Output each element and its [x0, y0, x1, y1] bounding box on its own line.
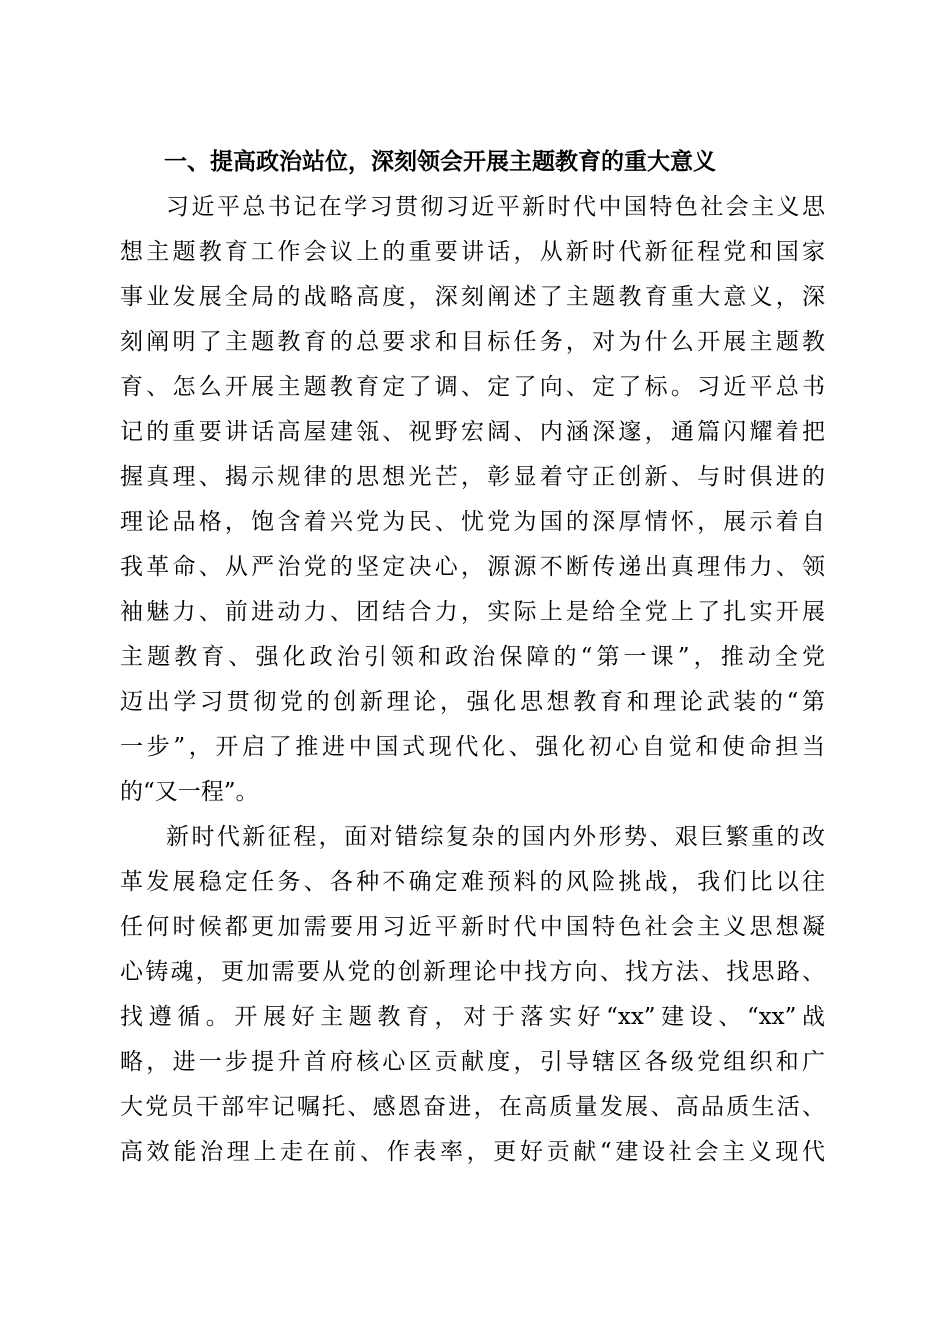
- paragraph-line: 任何时候都更加需要用习近平新时代中国特色社会主义思想凝: [120, 914, 825, 940]
- paragraph-2: [120, 815, 825, 1175]
- paragraph-line: 事业发展全局的战略高度，深刻阐述了主题教育重大意义，深: [120, 284, 825, 310]
- paragraph-line: 握真理、揭示规律的思想光芒，彰显着守正创新、与时俱进的: [120, 464, 825, 490]
- paragraph-line: 高效能治理上走在前、作表率，更好贡献“建设社会主义现代: [120, 1139, 825, 1165]
- paragraph-line: 的“又一程”。: [120, 779, 259, 805]
- paragraph-1: [120, 185, 825, 815]
- paragraph-line: 略，进一步提升首府核心区贡献度，引导辖区各级党组织和广: [120, 1049, 825, 1075]
- paragraph-line: 记的重要讲话高屋建瓴、视野宏阔、内涵深邃，通篇闪耀着把: [120, 419, 825, 445]
- paragraph-line: 大党员干部牢记嘱托、感恩奋进，在高质量发展、高品质生活、: [120, 1094, 825, 1120]
- paragraph-line: 一步”，开启了推进中国式现代化、强化初心自觉和使命担当: [120, 734, 825, 760]
- paragraph-line: 理论品格，饱含着兴党为民、忧党为国的深厚情怀，展示着自: [120, 509, 825, 535]
- paragraph-line: 我革命、从严治党的坚定决心，源源不断传递出真理伟力、领: [120, 554, 825, 580]
- paragraph-line: 主题教育、强化政治引领和政治保障的“第一课”，推动全党: [120, 644, 825, 670]
- paragraph-line: 迈出学习贯彻党的创新理论，强化思想教育和理论武装的“第: [120, 689, 825, 715]
- section-heading: 一、提高政治站位，深刻领会开展主题教育的重大意义: [164, 149, 716, 175]
- paragraph-line: 革发展稳定任务、各种不确定难预料的风险挑战，我们比以往: [120, 869, 825, 895]
- paragraph-line: 找遵循。开展好主题教育，对于落实好“xx”建设、“xx”战: [120, 1004, 825, 1030]
- document-body: [120, 140, 825, 1175]
- paragraph-line: 想主题教育工作会议上的重要讲话，从新时代新征程党和国家: [120, 239, 825, 265]
- paragraph-line: 心铸魂，更加需要从党的创新理论中找方向、找方法、找思路、: [120, 959, 825, 985]
- paragraph-line: 新时代新征程，面对错综复杂的国内外形势、艰巨繁重的改: [166, 824, 825, 850]
- paragraph-line: 刻阐明了主题教育的总要求和目标任务，对为什么开展主题教: [120, 329, 825, 355]
- paragraph-line: 习近平总书记在学习贯彻习近平新时代中国特色社会主义思: [166, 194, 825, 220]
- paragraph-line: 育、怎么开展主题教育定了调、定了向、定了标。习近平总书: [120, 374, 825, 400]
- paragraph-line: 袖魅力、前进动力、团结合力，实际上是给全党上了扎实开展: [120, 599, 825, 625]
